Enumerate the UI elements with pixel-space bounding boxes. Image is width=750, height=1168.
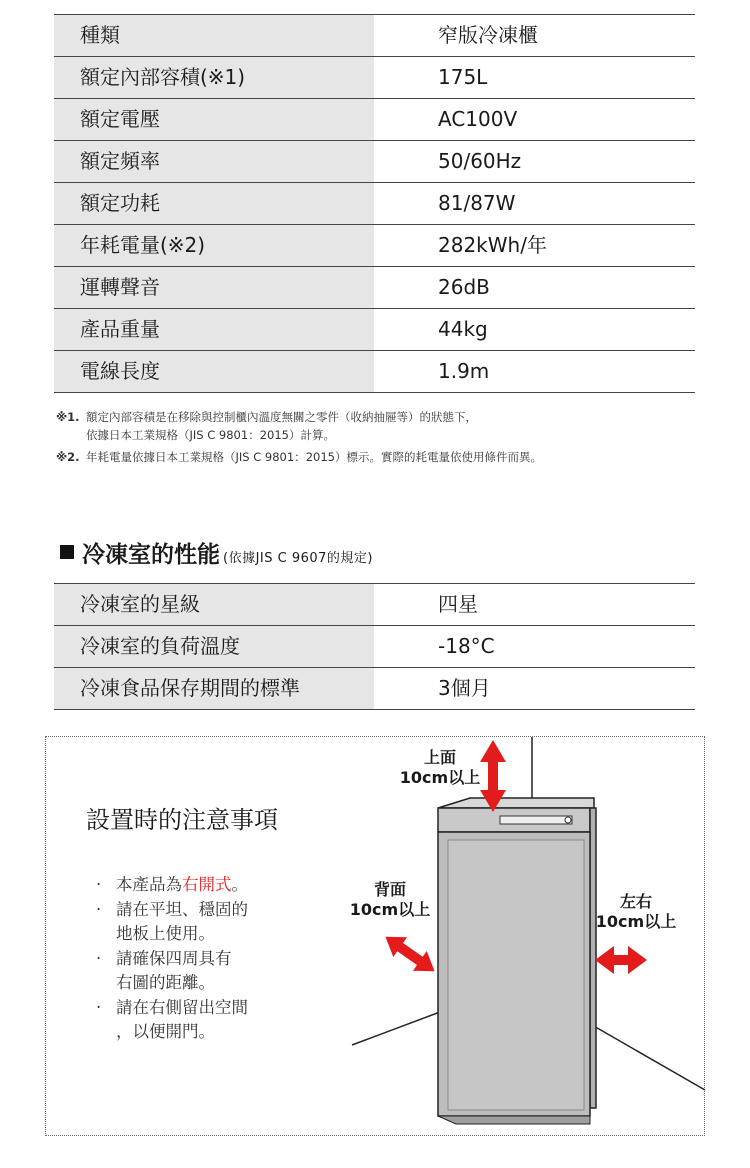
floor-line-right <box>592 1025 705 1090</box>
bullet: · <box>96 899 102 919</box>
floor-line-left <box>352 1012 440 1045</box>
row-value: 3個月 <box>438 676 491 700</box>
row-value: 50/60Hz <box>438 149 522 173</box>
row-label: 冷凍室的星級 <box>54 584 374 625</box>
footnote-text: 依據日本工業規格（JIS C 9801：2015）計算。 <box>86 428 335 442</box>
row-value: 282kWh/年 <box>438 233 547 257</box>
bullet: · <box>96 875 102 894</box>
row-value: 四星 <box>438 592 478 616</box>
label-distance: 10cm以上 <box>399 768 481 787</box>
row-label: 運轉聲音 <box>54 267 374 308</box>
item-text: 右圖的距離。 <box>116 973 215 992</box>
bullet: · <box>96 948 102 968</box>
label-title: 左右 <box>619 892 652 911</box>
section-title: 冷凍室的性能 <box>82 542 220 568</box>
row-value: 81/87W <box>438 191 516 215</box>
row-value: 175L <box>438 65 488 89</box>
installation-title: 設置時的注意事項 <box>86 806 278 834</box>
back-clearance-label <box>342 880 438 920</box>
row-value: AC100V <box>438 107 518 131</box>
row-label: 電線長度 <box>54 351 374 392</box>
item-text: 地板上使用。 <box>116 924 215 943</box>
footnote-text: 年耗電量依據日本工業規格（JIS C 9801：2015）標示。實際的耗電量依使用條件而異。 <box>86 450 542 464</box>
row-value: 窄版冷凍櫃 <box>438 23 538 47</box>
item-text: 請在平坦、穩固的 <box>116 899 248 919</box>
footnote-mark: ※2. <box>56 450 80 464</box>
row-label: 額定電壓 <box>54 99 374 140</box>
item-text: ，以便開門。 <box>116 1022 215 1041</box>
top-clearance-label <box>392 748 488 788</box>
footnote-mark: ※1. <box>56 410 80 424</box>
row-label: 產品重量 <box>54 309 374 350</box>
row-label: 冷凍食品保存期間的標準 <box>54 668 374 709</box>
row-value: 44kg <box>438 317 488 341</box>
label-title: 背面 <box>373 880 406 899</box>
back-clearance-arrow-icon <box>379 927 442 981</box>
item-highlight: 右開式 <box>182 875 232 894</box>
item-text: 請確保四周具有 <box>116 948 232 968</box>
side-clearance-arrow-icon <box>595 946 647 974</box>
row-label: 額定內部容積(※1) <box>54 57 374 98</box>
row-value: -18°C <box>438 634 495 658</box>
item-text: 。 <box>231 875 248 894</box>
row-label: 額定功耗 <box>54 183 374 224</box>
row-label: 冷凍室的負荷溫度 <box>54 626 374 667</box>
label-distance: 10cm以上 <box>595 912 677 931</box>
item-text: 本產品為 <box>116 875 182 894</box>
item-text: 請在右側留出空間 <box>116 997 248 1017</box>
freezer-icon <box>438 798 596 1124</box>
row-label: 額定頻率 <box>54 141 374 182</box>
row-value: 26dB <box>438 275 490 299</box>
label-title: 上面 <box>423 748 456 767</box>
row-label: 種類 <box>54 15 374 56</box>
label-distance: 10cm以上 <box>349 900 431 919</box>
footnote-text: 額定內部容積是在移除與控制櫃內溫度無關之零件（收納抽屜等）的狀態下， <box>86 410 477 424</box>
bullet: · <box>96 997 102 1017</box>
side-clearance-label <box>588 892 684 932</box>
row-label: 年耗電量(※2) <box>54 225 374 266</box>
row-value: 1.9m <box>438 359 490 383</box>
section-subtitle: (依據JIS C 9607的規定) <box>223 551 373 566</box>
